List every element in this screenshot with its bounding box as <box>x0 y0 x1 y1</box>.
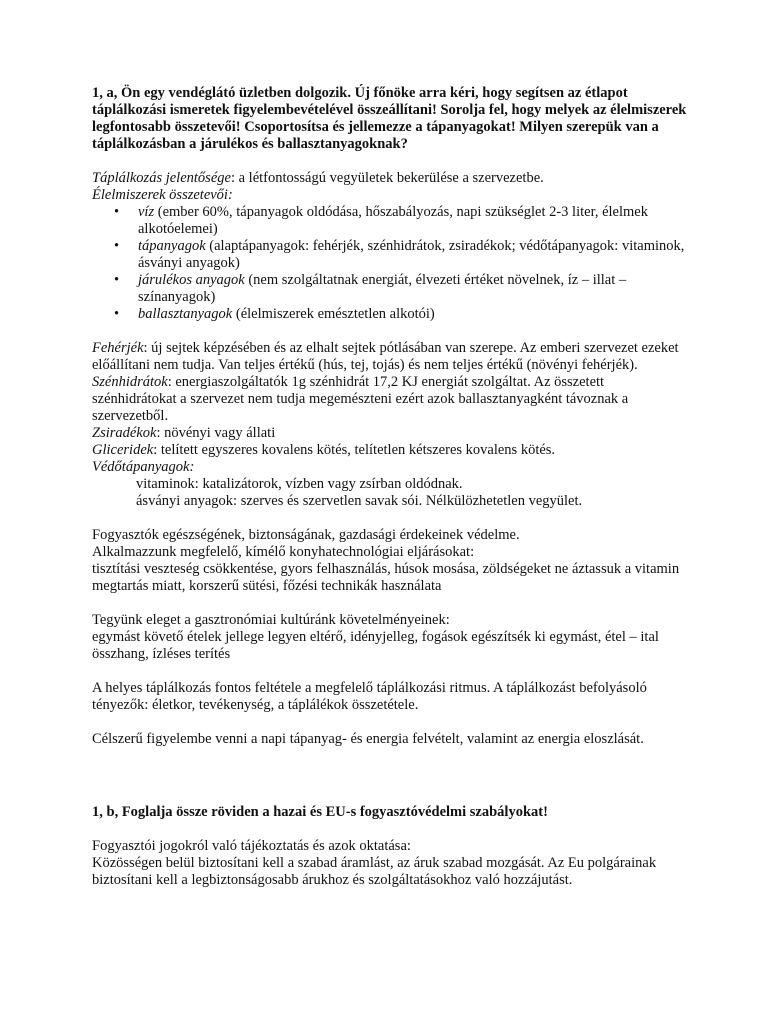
list-item-tapanyagok: • tápanyagok (alaptápanyagok: fehérjék, szénhidrátok, zsiradékok; védőtápanyagok: vitaminok, ásványi anyagok) <box>92 238 687 272</box>
question-1b-title: 1, b, Foglalja össze röviden a hazai és EU-s fogyasztóvédelmi szabályokat! <box>92 804 548 820</box>
document-body <box>92 85 687 889</box>
list-item-jarulekos-anyagok: • járulékos anyagok (nem szolgáltatnak energiát, élvezeti értéket növelnek, íz – illat – színanyagok) <box>92 272 687 306</box>
term-taplalkozas-jelentosege: Táplálkozás jelentősége <box>92 170 231 186</box>
gliceridek-paragraph: Gliceridek: telített egyszeres kovalens kötés, telítetlen kétszeres kovalens kötés. <box>92 442 556 458</box>
celszeru-paragraph: Célszerű figyelembe venni a napi tápanyag- és energia felvételt, valamint az energia eloszlását. <box>92 731 644 747</box>
osszetevok-heading: Élelmiszerek összetevői: <box>92 187 233 203</box>
fogyasztok-line-3: tisztítási veszteség csökkentése, gyors felhasználás, húsok mosása, zöldségeket ne áztassuk a vitamin megtartás miatt, korszerű sütési, főzési technikák használata <box>92 561 680 594</box>
ritmus-paragraph: A helyes táplálkozás fontos feltétele a megfelelő táplálkozási ritmus. A táplálkozást befolyásoló tényezők: életkor, tevékenység, a táplálékok összetétele. <box>92 680 647 713</box>
vedotapanyagok-heading: Védőtápanyagok: <box>92 459 195 475</box>
osszetevok-list <box>92 204 687 323</box>
list-item-viz: • víz (ember 60%, tápanyagok oldódása, hőszabályozás, napi szükséglet 2-3 liter, élelmek alkotóelemei) <box>92 204 687 238</box>
gasztro-line-1: Tegyünk eleget a gasztronómiai kultúránk követelményeinek: <box>92 612 450 628</box>
kozosseg-paragraph: Közösségen belül biztosítani kell a szabad áramlást, az áruk szabad mozgását. Az Eu polgárainak biztosítani kell a legbiztonságosabb árukhoz és szolgáltatásokhoz való hozzájutást. <box>92 855 657 888</box>
taplalkozas-jelentosege <box>92 170 687 187</box>
question-1a-title: 1, a, Ön egy vendéglátó üzletben dolgozik. Új főnöke arra kéri, hogy segítsen az étlapot táplálkozási ismeretek figyelembevételével összeállítani! Sorolja fel, hogy melyek az élelmiszerek legfontosabb összetevői! Csoportosítsa és jellemezze a tápanyagokat! Milyen szerepük van a táplálkozásban a járulékos és ballasztanyagoknak? <box>92 85 687 152</box>
zsiradekok-paragraph: Zsiradékok: növényi vagy állati <box>92 425 276 441</box>
taplalkozas-jelentosege-text: : a létfontosságú vegyületek bekerülése a szervezetbe. <box>230 170 544 186</box>
szenhidratok-paragraph: Szénhidrátok: energiaszolgáltatók 1g szénhidrát 17,2 KJ energiát szolgáltat. Az összetett szénhidrátokat a szervezet nem tudja megemészteni ezért azok ballasztanyagként távoznak a szervezetből. <box>92 374 629 424</box>
feherjek-paragraph: Fehérjék: új sejtek képzésében és az elhalt sejtek pótlásában van szerepe. Az emberi szervezet ezeket előállítani nem tudja. Van teljes értékű (hús, tej, tojás) és nem teljes értékű (növényi fehérjék). <box>92 340 679 373</box>
fogyasztok-line-1: Fogyasztók egészségének, biztonságának, gazdasági érdekeinek védelme. <box>92 527 520 543</box>
vitaminok-line: vitaminok: katalizátorok, vízben vagy zsírban oldódnak. <box>136 476 463 492</box>
asvanyi-anyagok-line: ásványi anyagok: szerves és szervetlen savak sói. Nélkülözhetetlen vegyület. <box>136 493 583 509</box>
list-item-ballasztanyagok: • ballasztanyagok (élelmiszerek emésztetlen alkotói) <box>92 306 687 323</box>
gasztro-line-2: egymást követő ételek jellege legyen eltérő, idényjelleg, fogások egészítsék ki egymást, étel – ital összhang, ízléses terítés <box>92 629 659 662</box>
jogok-line: Fogyasztói jogokról való tájékoztatás és azok oktatása: <box>92 838 411 854</box>
fogyasztok-line-2: Alkalmazzunk megfelelő, kímélő konyhatechnológiai eljárásokat: <box>92 544 475 560</box>
